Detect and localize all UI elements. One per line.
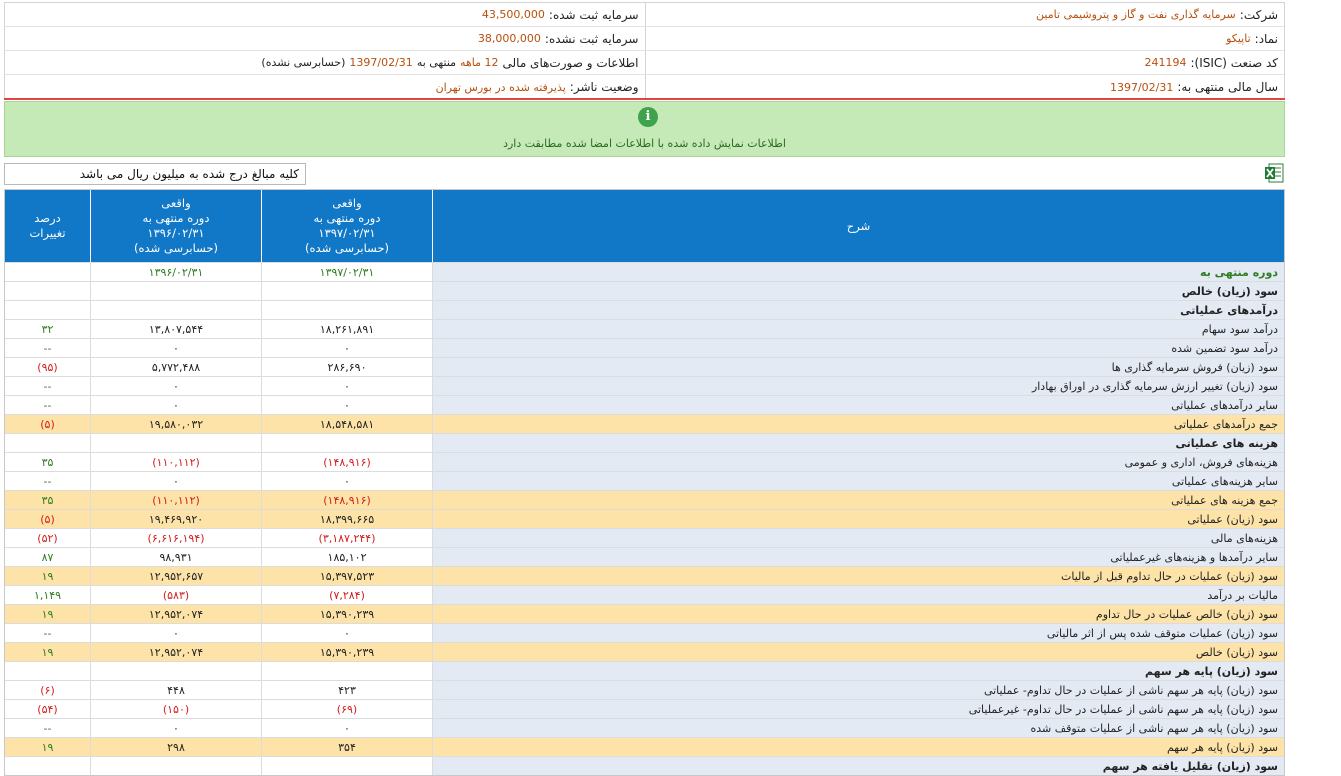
row-value-previous xyxy=(90,301,261,319)
column-header-line: درصد xyxy=(34,211,61,225)
row-value-current: (۱۴۸,۹۱۶) xyxy=(261,491,432,509)
excel-export-icon[interactable] xyxy=(1264,163,1284,183)
row-value-current xyxy=(261,757,432,775)
row-value-current: ۱۸۵,۱۰۲ xyxy=(261,548,432,566)
row-change-percent: (۹۵) xyxy=(37,360,58,374)
registered-capital-cell xyxy=(5,3,645,26)
row-value-previous: ۹۸,۹۳۱ xyxy=(90,548,261,566)
row-description: سود (زیان) پایه هر سهم ناشی از عملیات در حال تداوم- غیرعملیاتی xyxy=(432,700,1284,718)
row-description: هزینه‌های مالی xyxy=(432,529,1284,547)
row-value-current: ۱۵,۳۹۰,۲۳۹ xyxy=(261,605,432,623)
row-value-previous: ۰ xyxy=(90,377,261,395)
unregistered-capital-label: سرمایه ثبت نشده: xyxy=(544,31,639,46)
row-change-percent xyxy=(5,757,90,775)
row-change-percent: ۱۹ xyxy=(5,643,90,661)
column-header-line: واقعی xyxy=(332,196,362,210)
row-change-percent: ۱۹ xyxy=(5,738,90,756)
row-value-current: ۰ xyxy=(261,719,432,737)
table-row xyxy=(5,642,1284,661)
row-value-current: ۱۵,۳۹۰,۲۳۹ xyxy=(261,643,432,661)
verification-notice xyxy=(4,101,1285,157)
fiscal-year-label: سال مالی منتهی به: xyxy=(1177,80,1278,94)
row-value-current xyxy=(261,434,432,452)
row-description: سایر درآمدهای عملیاتی xyxy=(432,396,1284,414)
row-change-percent: ۱,۱۴۹ xyxy=(33,588,62,602)
table-row xyxy=(5,604,1284,623)
row-description: درآمدهای عملیاتی xyxy=(432,301,1284,319)
report-info-period: 12 ماهه xyxy=(460,56,499,69)
row-value-current: (۶۹) xyxy=(261,700,432,718)
column-header-previous xyxy=(90,190,261,262)
row-value-previous: (۱۵۰) xyxy=(90,700,261,718)
info-row xyxy=(5,75,1284,99)
row-description: سود (زیان) خالص xyxy=(432,643,1284,661)
row-value-previous xyxy=(90,434,261,452)
row-description: سود (زیان) پایه هر سهم ناشی از عملیات متوقف شده xyxy=(432,719,1284,737)
row-value-previous: (۱۱۰,۱۱۲) xyxy=(90,491,261,509)
company-name: سرمایه گذاری نفت و گاز و پتروشیمی تامین xyxy=(1036,8,1236,21)
row-change-percent xyxy=(5,263,90,281)
column-header-line: (حسابرسی شده) xyxy=(305,241,389,255)
row-change-percent: ۳۵ xyxy=(41,455,54,469)
row-value-previous: ۰ xyxy=(90,472,261,490)
registered-capital-label: سرمایه ثبت شده: xyxy=(548,7,639,22)
row-value-current: (۳,۱۸۷,۲۴۴) xyxy=(261,529,432,547)
divider-line xyxy=(4,98,1285,100)
table-row xyxy=(5,528,1284,547)
row-value-current: ۰ xyxy=(261,396,432,414)
column-header-description: شرح xyxy=(432,190,1284,262)
row-value-previous: ۱۳۹۶/۰۲/۳۱ xyxy=(90,263,261,281)
row-change-percent: -- xyxy=(43,626,52,640)
fiscal-year-value: 1397/02/31 xyxy=(1109,80,1174,94)
unregistered-capital-cell xyxy=(5,27,645,50)
row-value-previous: ۴۴۸ xyxy=(90,681,261,699)
publisher-status-value: پذیرفته شده در بورس تهران xyxy=(435,80,566,94)
row-value-previous: ۰ xyxy=(90,339,261,357)
row-value-previous: (۱۱۰,۱۱۲) xyxy=(90,453,261,471)
row-value-current: ۰ xyxy=(261,339,432,357)
row-value-previous: ۰ xyxy=(90,719,261,737)
row-description: درآمد سود تضمین شده xyxy=(432,339,1284,357)
row-value-previous xyxy=(90,662,261,680)
column-header-line: دوره منتهی به xyxy=(313,211,381,225)
row-description: سود (زیان) خالص عملیات در حال تداوم xyxy=(432,605,1284,623)
row-value-current: ۱۸,۵۴۸,۵۸۱ xyxy=(261,415,432,433)
company-info-panel xyxy=(4,2,1285,100)
publisher-status-cell xyxy=(5,75,645,99)
row-description: جمع هزینه های عملیاتی xyxy=(432,491,1284,509)
table-row xyxy=(5,281,1284,300)
table-row xyxy=(5,300,1284,319)
row-value-previous: ۰ xyxy=(90,624,261,642)
row-value-current xyxy=(261,282,432,300)
table-row xyxy=(5,509,1284,528)
row-value-current: ۱۸,۲۶۱,۸۹۱ xyxy=(261,320,432,338)
row-change-percent: ۱۹ xyxy=(5,567,90,585)
table-row xyxy=(5,661,1284,680)
row-description: مالیات بر درآمد xyxy=(432,586,1284,604)
row-description: سود (زیان) پایه هر سهم xyxy=(432,662,1284,680)
symbol-label: نماد: xyxy=(1254,31,1278,46)
row-description: سود (زیان) عملیات در حال تداوم قبل از مالیات xyxy=(432,567,1284,585)
row-change-percent: (۵۴) xyxy=(37,702,58,716)
row-change-percent xyxy=(5,434,90,452)
row-description: جمع درآمدهای عملیاتی xyxy=(432,415,1284,433)
company-cell xyxy=(645,3,1285,26)
table-row xyxy=(5,623,1284,642)
income-statement-table xyxy=(4,189,1285,776)
row-description: هزینه‌های فروش، اداری و عمومی xyxy=(432,453,1284,471)
table-row xyxy=(5,376,1284,395)
table-row xyxy=(5,395,1284,414)
row-value-current xyxy=(261,662,432,680)
table-row xyxy=(5,547,1284,566)
row-value-current: ۰ xyxy=(261,377,432,395)
row-value-current xyxy=(261,301,432,319)
table-row xyxy=(5,699,1284,718)
row-change-percent: -- xyxy=(43,341,52,355)
row-value-current: ۲۸۶,۶۹۰ xyxy=(261,358,432,376)
row-description: سود (زیان) پایه هر سهم ناشی از عملیات در حال تداوم- عملیاتی xyxy=(432,681,1284,699)
table-row xyxy=(5,756,1284,775)
table-row xyxy=(5,414,1284,433)
column-header-change-percent xyxy=(5,190,90,262)
unit-note: کلیه مبالغ درج شده به میلیون ریال می باشد xyxy=(4,163,306,185)
row-description: سود (زیان) عملیاتی xyxy=(432,510,1284,528)
symbol-cell xyxy=(645,27,1285,50)
table-body xyxy=(5,262,1284,775)
table-row xyxy=(5,718,1284,737)
row-change-percent: -- xyxy=(43,721,52,735)
row-value-previous: ۱۲,۹۵۲,۰۷۴ xyxy=(90,605,261,623)
report-info-mid: منتهی به xyxy=(416,56,457,69)
row-change-percent: (۵۲) xyxy=(37,531,58,545)
verification-notice-text: اطلاعات نمایش داده شده با اطلاعات امضا شده مطابقت دارد xyxy=(503,137,786,150)
table-row xyxy=(5,471,1284,490)
row-change-percent: ۳۵ xyxy=(5,491,90,509)
isic-label: کد صنعت (ISIC): xyxy=(1190,55,1278,70)
row-change-percent xyxy=(5,301,90,319)
row-value-previous: ۲۹۸ xyxy=(90,738,261,756)
row-description: سایر درآمدها و هزینه‌های غیرعملیاتی xyxy=(432,548,1284,566)
column-header-line: (حسابرسی شده) xyxy=(134,241,218,255)
row-change-percent xyxy=(5,282,90,300)
publisher-status-label: وضعیت ناشر: xyxy=(569,80,639,94)
row-description: درآمد سود سهام xyxy=(432,320,1284,338)
row-value-current: ۱۸,۳۹۹,۶۶۵ xyxy=(261,510,432,528)
row-change-percent: -- xyxy=(43,379,52,393)
registered-capital-value: 43,500,000 xyxy=(481,8,545,21)
row-change-percent: (۵) xyxy=(5,415,90,433)
info-icon: i xyxy=(638,107,658,127)
row-value-previous: ۰ xyxy=(90,396,261,414)
row-value-current: ۴۲۳ xyxy=(261,681,432,699)
info-row xyxy=(5,51,1284,75)
row-value-previous: ۱۲,۹۵۲,۰۷۴ xyxy=(90,643,261,661)
report-info-date: 1397/02/31 xyxy=(349,56,413,69)
isic-cell xyxy=(645,51,1285,74)
table-row xyxy=(5,319,1284,338)
row-description: سود (زیان) تقلیل یافته هر سهم xyxy=(432,757,1284,775)
table-row xyxy=(5,566,1284,585)
column-header-line: ۱۳۹۷/۰۲/۳۱ xyxy=(318,226,376,240)
row-value-previous: ۱۹,۴۶۹,۹۲۰ xyxy=(90,510,261,528)
row-change-percent: ۸۷ xyxy=(41,550,54,564)
row-change-percent: -- xyxy=(43,398,52,412)
report-info-suffix: (حسابرسی نشده) xyxy=(261,56,346,69)
table-row xyxy=(5,357,1284,376)
info-row xyxy=(5,3,1284,27)
row-change-percent: (۵) xyxy=(5,510,90,528)
row-value-previous: ۱۲,۹۵۲,۶۵۷ xyxy=(90,567,261,585)
row-change-percent: ۳۲ xyxy=(41,322,54,336)
row-value-current: ۳۵۴ xyxy=(261,738,432,756)
row-description: سایر هزینه‌های عملیاتی xyxy=(432,472,1284,490)
row-change-percent: ۱۹ xyxy=(5,605,90,623)
table-row xyxy=(5,680,1284,699)
row-value-current: ۱۵,۳۹۷,۵۲۳ xyxy=(261,567,432,585)
table-row xyxy=(5,490,1284,509)
report-info-cell xyxy=(5,51,645,74)
row-value-previous: (۵۸۳) xyxy=(90,586,261,604)
row-value-current: (۱۴۸,۹۱۶) xyxy=(261,453,432,471)
row-value-previous xyxy=(90,757,261,775)
row-value-current: ۱۳۹۷/۰۲/۳۱ xyxy=(261,263,432,281)
row-value-previous: ۱۹,۵۸۰,۰۳۲ xyxy=(90,415,261,433)
row-value-previous: (۶,۶۱۶,۱۹۴) xyxy=(90,529,261,547)
table-row xyxy=(5,433,1284,452)
unregistered-capital-value: 38,000,000 xyxy=(477,32,541,45)
row-change-percent: -- xyxy=(43,474,52,488)
column-header-line: واقعی xyxy=(161,196,191,210)
table-header xyxy=(5,190,1284,262)
row-value-previous xyxy=(90,282,261,300)
table-row xyxy=(5,585,1284,604)
symbol-value: تاپیکو xyxy=(1226,32,1251,45)
row-change-percent: (۶) xyxy=(40,683,55,697)
row-change-percent xyxy=(5,662,90,680)
isic-value: 241194 xyxy=(1144,56,1187,69)
info-row xyxy=(5,27,1284,51)
row-description: سود (زیان) خالص xyxy=(432,282,1284,300)
row-value-previous: ۵,۷۷۲,۴۸۸ xyxy=(90,358,261,376)
row-description: دوره منتهی به xyxy=(432,263,1284,281)
table-row xyxy=(5,737,1284,756)
row-value-previous: ۱۳,۸۰۷,۵۴۴ xyxy=(90,320,261,338)
report-info-prefix: اطلاعات و صورت‌های مالی xyxy=(502,55,639,70)
row-value-current: ۰ xyxy=(261,472,432,490)
column-header-line: دوره منتهی به xyxy=(142,211,210,225)
fiscal-year-cell xyxy=(645,75,1285,99)
table-row xyxy=(5,338,1284,357)
table-row xyxy=(5,452,1284,471)
column-header-line: ۱۳۹۶/۰۲/۳۱ xyxy=(147,226,205,240)
company-label: شرکت: xyxy=(1239,7,1278,22)
column-header-current xyxy=(261,190,432,262)
row-value-current: ۰ xyxy=(261,624,432,642)
row-description: سود (زیان) فروش سرمایه گذاری ها xyxy=(432,358,1284,376)
column-header-line: تغییرات xyxy=(29,226,66,240)
row-description: هزینه های عملیاتی xyxy=(432,434,1284,452)
row-value-current: (۷,۲۸۴) xyxy=(261,586,432,604)
row-description: سود (زیان) تغییر ارزش سرمایه گذاری در اوراق بهادار xyxy=(432,377,1284,395)
row-description: سود (زیان) پایه هر سهم xyxy=(432,738,1284,756)
table-row xyxy=(5,262,1284,281)
row-description: سود (زیان) عملیات متوقف شده پس از اثر مالیاتی xyxy=(432,624,1284,642)
